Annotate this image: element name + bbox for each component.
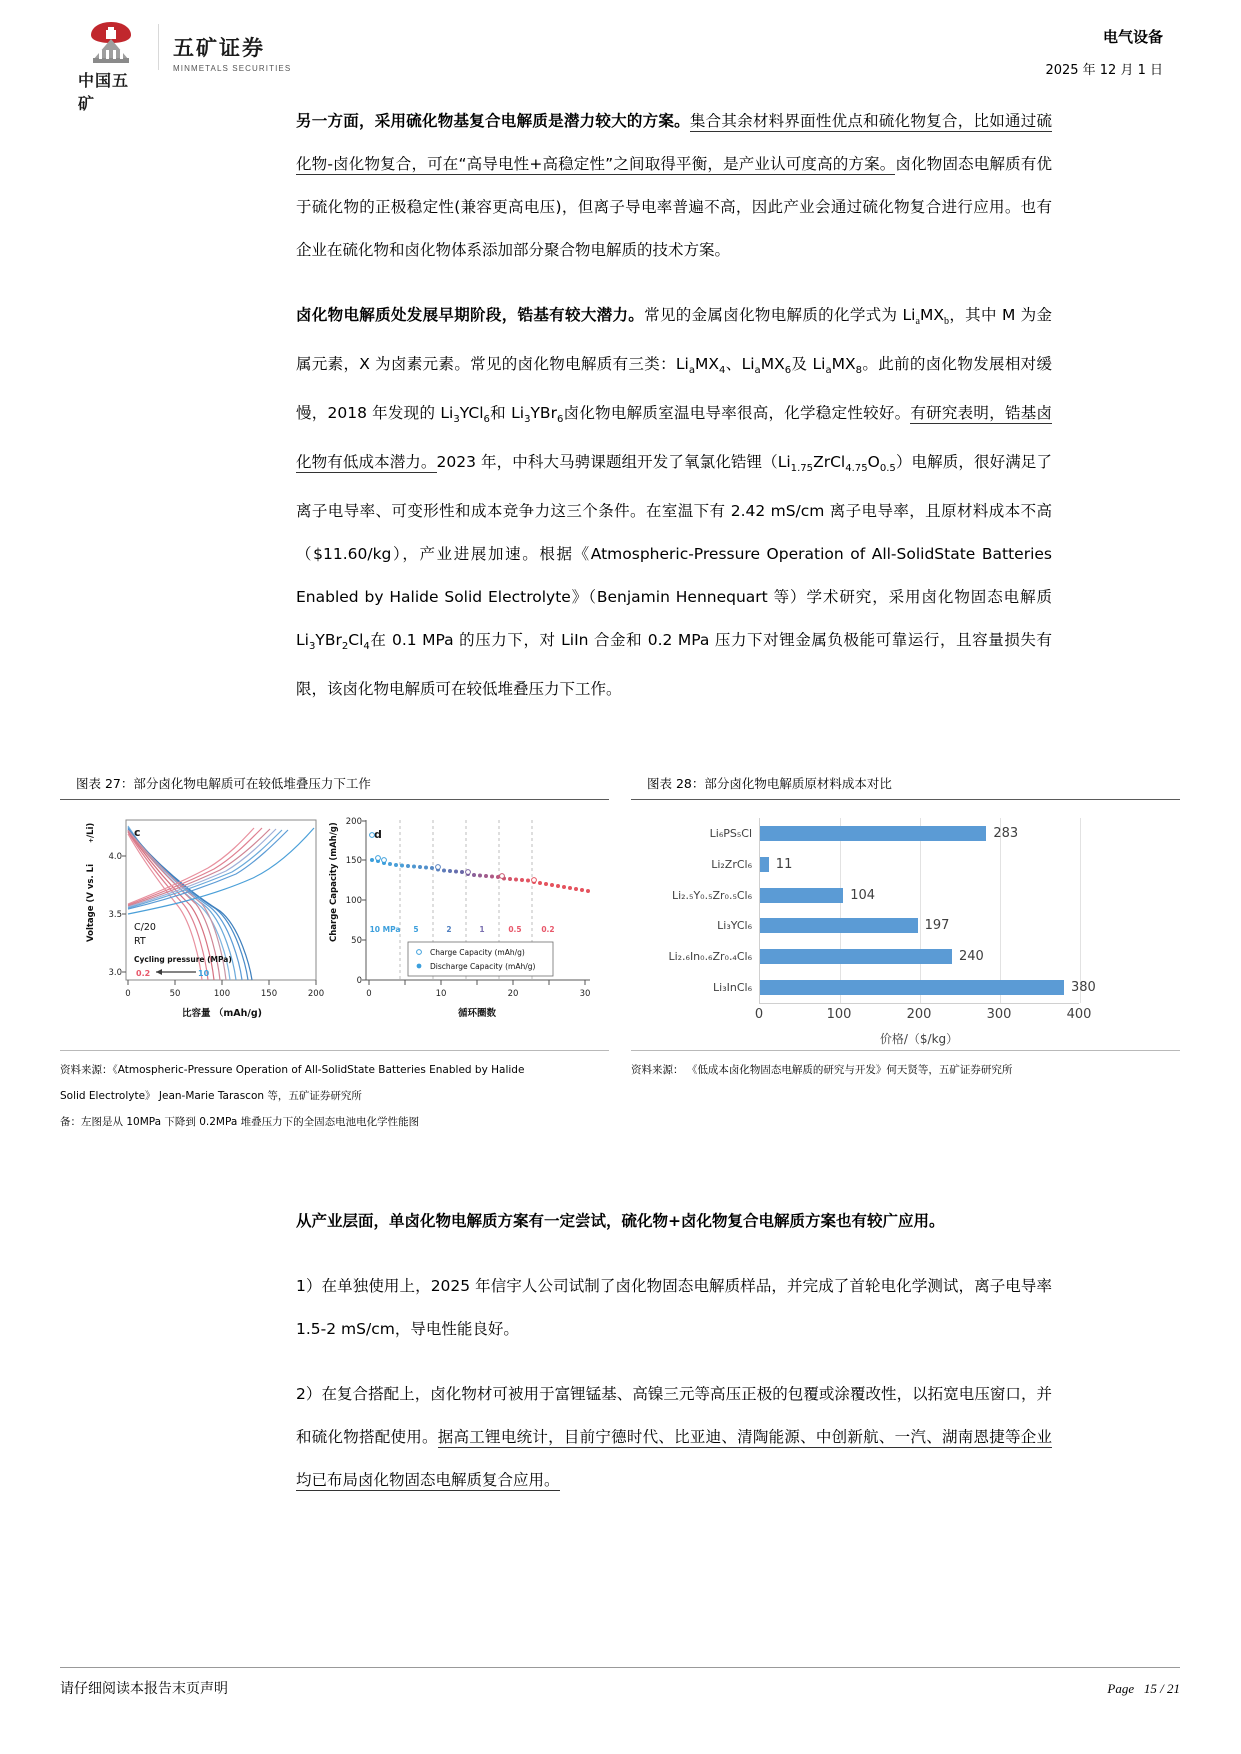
p2-t4: MX <box>695 355 720 374</box>
brand-name-cn: 五矿证券 <box>173 36 265 60</box>
p2-sub-a3: a <box>754 365 761 377</box>
bar-value-label: 380 <box>1071 980 1096 996</box>
bar-category-label: Li₃YCl₆ <box>717 919 752 933</box>
footer-page-word: Page <box>1107 1681 1135 1696</box>
paragraph-5 <box>296 1373 1052 1502</box>
svg-text:10 MPa: 10 MPa <box>369 925 401 934</box>
bar-chart-x-tick-label: 200 <box>906 1007 932 1022</box>
bar-value-label: 11 <box>775 856 793 872</box>
figures-row <box>60 768 1180 1135</box>
svg-text:50: 50 <box>169 989 181 999</box>
emblem-svg <box>85 20 137 66</box>
svg-text:d: d <box>374 828 382 841</box>
svg-text:0.5: 0.5 <box>508 925 522 934</box>
bar-chart-x-tick-label: 400 <box>1066 1007 1092 1022</box>
bar-fill[interactable] <box>760 918 918 933</box>
p2-t14: 2023 年，中科大马骋课题组开发了氧氯化锆锂（Li <box>436 453 791 472</box>
bar-chart-row[interactable] <box>671 880 876 910</box>
p2-sub-05: 0.5 <box>879 463 896 475</box>
paragraph-3 <box>296 1200 1052 1243</box>
panel-d-legend-charge: Charge Capacity (mAh/g) <box>430 948 525 957</box>
p1-underlined: 集合其余材料界面性优点和硫化物复合，比如通过硫化物-卤化物复合，可在“高导电性+高稳定性”之间取得平衡，是产业认可度高的方案。 <box>296 112 1052 173</box>
svg-text:0: 0 <box>366 989 372 999</box>
p2-sub-a: a <box>915 316 920 328</box>
svg-text:10: 10 <box>435 989 447 999</box>
svg-text:+: + <box>88 837 95 843</box>
p2-underlined: 有研究表明，锆基卤化物有低成本潜力。 <box>296 404 1052 472</box>
figure-28-body <box>631 800 1180 1051</box>
bar-value-label: 104 <box>850 887 876 903</box>
p2-sub-3a: 3 <box>453 414 460 426</box>
p2-sub-8: 8 <box>855 365 863 377</box>
p1-rest: 卤化物固态电解质有优于硫化物的正极稳定性(兼容更高电压)，但离子导电率普遍不高，因此产业会通过硫化物复合进行应用。也有企业在硫化物和卤化物体系添加部分聚合物电解质的技术方案。 <box>296 155 1052 259</box>
bar-chart-row[interactable] <box>713 973 1096 1003</box>
svg-text:150: 150 <box>345 856 362 866</box>
p2-t5: 、Li <box>725 355 755 374</box>
p2-sub-b: b <box>943 316 949 328</box>
p2-t9: 。此前的卤化物发展相对缓慢，2018 年发现的 Li <box>296 355 1052 423</box>
panel-d-legend-discharge: Discharge Capacity (mAh/g) <box>430 962 536 971</box>
p2-t10: YCl <box>459 404 484 423</box>
bar-chart-row[interactable] <box>709 818 1019 848</box>
svg-text:0: 0 <box>125 989 131 999</box>
p2-sub-6b: 6 <box>483 414 490 426</box>
bar-category-label: Li₆PS₅Cl <box>709 826 752 840</box>
header-meta <box>1045 26 1163 78</box>
footer-disclaimer: 请仔细阅读本报告末页声明 <box>60 1681 228 1697</box>
p2-sub-4: 4 <box>719 365 726 377</box>
p2-sub-6: 6 <box>784 365 792 377</box>
svg-text:/Li): /Li) <box>86 822 96 838</box>
figure-27-caption: 图表 27：部分卤化物电解质可在较低堆叠压力下工作 <box>60 768 609 800</box>
bar-chart-x-tick-label: 100 <box>826 1007 852 1022</box>
svg-text:50: 50 <box>351 936 362 946</box>
panel-c-legend-title: Cycling pressure (MPa) <box>134 955 232 964</box>
bar-value-label: 197 <box>924 918 950 934</box>
figure-27-body <box>60 800 609 1051</box>
p2-t19: Cl <box>348 631 364 650</box>
p1-lead-bold: 另一方面，采用硫化物基复合电解质是潜力较大的方案。 <box>296 112 690 130</box>
p2-t16: O <box>867 453 880 472</box>
page-footer <box>60 1667 1180 1698</box>
p2-sub-475: 4.75 <box>845 463 868 475</box>
bar-category-label: Li₂.₅Y₀.₅Zr₀.₅Cl₆ <box>671 888 752 902</box>
bar-chart-x-title: 价格/（$/kg） <box>879 1032 959 1046</box>
svg-text:100: 100 <box>345 896 362 906</box>
figure-28-source <box>631 1051 1180 1083</box>
svg-text:4.0: 4.0 <box>108 852 122 862</box>
page-header <box>0 0 1241 113</box>
figure-27-source <box>60 1051 609 1135</box>
figure-27-source-line3: 备：左图是从 10MPa 下降到 0.2MPa 堆叠压力下的全固态电池电化学性能图 <box>60 1116 420 1128</box>
panel-d-discharge-points <box>370 858 590 893</box>
p2-lead-bold: 卤化物电解质处发展早期阶段，锆基有较大潜力。 <box>296 306 645 324</box>
p2-t7: 及 Li <box>791 355 826 374</box>
panel-d-xlabel: 循环圈数 <box>457 1008 497 1019</box>
svg-text:200: 200 <box>307 989 325 999</box>
p3-bold: 从产业层面，单卤化物电解质方案有一定尝试，硫化物+卤化物复合电解质方案也有较广应用。 <box>296 1212 945 1230</box>
figure-27-source-line1: 资料来源：《Atmospheric-Pressure Operation of All-SolidState Batteries Enabled by Halide <box>60 1064 525 1076</box>
minmetals-emblem-icon <box>78 20 144 114</box>
p2-sub-a2: a <box>688 365 696 377</box>
bar-chart-x-axis <box>759 1003 1079 1004</box>
figure-28-source-line1: 资料来源： 《低成本卤化物固态电解质的研究与开发》何天贤等，五矿证券研究所 <box>631 1064 1013 1076</box>
paragraph-1 <box>296 100 1052 272</box>
p2-t3: ，其中 M 为金属元素，X 为卤素元素。常见的卤化物电解质有三类：Li <box>296 306 1052 374</box>
p2-t20: 在 0.1 MPa 的压力下，对 LiIn 合金和 0.2 MPa 压力下对锂金属负极能可靠运行，且容量损失有限，该卤化物电解质可在较低堆叠压力下工作。 <box>296 631 1052 699</box>
p2-t11: 和 Li <box>489 404 525 423</box>
bar-fill[interactable] <box>760 857 769 872</box>
p4-text: 1）在单独使用上，2025 年信宇人公司试制了卤化物固态电解质样品，并完成了首轮电化学测试，离子电导率 1.5-2 mS/cm，导电性能良好。 <box>296 1277 1052 1338</box>
bar-chart-row[interactable] <box>717 911 950 941</box>
bar-category-label: Li₂ZrCl₆ <box>711 857 752 871</box>
p2-sub-3b: 3 <box>524 414 531 426</box>
svg-text:0.2: 0.2 <box>541 925 555 934</box>
figure-27-chart <box>78 812 598 1042</box>
figure-27-source-line2: Solid Electrolyte》 Jean-Marie Tarascon 等，五矿证券研究所 <box>60 1090 362 1102</box>
svg-text:5: 5 <box>413 925 419 934</box>
svg-text:3.0: 3.0 <box>108 968 122 978</box>
panel-c-legend-high: 10 <box>198 969 210 978</box>
report-date: 2025 年 12 月 1 日 <box>1045 63 1163 78</box>
p2-sub-175: 1.75 <box>790 463 814 475</box>
logo-cn-text: 中国五矿 <box>78 71 130 113</box>
p2-sub-a4: a <box>825 365 832 377</box>
p2-t1: 常见的金属卤化物电解质的化学式为 Li <box>644 306 916 324</box>
p2-t15: ZrCl <box>813 453 846 472</box>
p5-text: 2）在复合搭配上，卤化物材可被用于富锂锰基、高镍三元等高压正极的包覆或涂覆改性，以拓宽电压窗口，并和硫化物搭配使用。 <box>296 1385 1052 1446</box>
svg-text:2: 2 <box>446 925 452 934</box>
bar-value-label: 283 <box>993 825 1019 841</box>
figure-28-chart <box>631 808 1180 1048</box>
bar-chart-plot-area <box>668 818 1096 1003</box>
bar-value-label: 240 <box>959 949 984 965</box>
body-text-upper <box>296 100 1052 733</box>
svg-text:20: 20 <box>507 989 519 999</box>
svg-text:Voltage (V vs. Li: Voltage (V vs. Li <box>86 863 96 942</box>
figure-28 <box>631 768 1180 1135</box>
p2-t2: MX <box>919 306 944 324</box>
p2-t12: YBr <box>530 404 557 423</box>
svg-text:30: 30 <box>579 989 591 999</box>
p2-sub-4b: 4 <box>363 641 370 653</box>
svg-text:Charge Capacity (mAh/g): Charge Capacity (mAh/g) <box>329 822 339 942</box>
brand-name-en: MINMETALS SECURITIES <box>173 64 292 73</box>
svg-text:1: 1 <box>479 925 485 934</box>
bar-category-label: Li₂.₆In₀.₆Zr₀.₄Cl₆ <box>668 950 752 964</box>
panel-c-rate: C/20 <box>134 922 156 933</box>
bar-chart-x-tick-label: 0 <box>754 1007 764 1022</box>
logo-divider <box>158 24 159 70</box>
panel-d-charge-points <box>370 833 537 883</box>
svg-text:100: 100 <box>213 989 231 999</box>
svg-text:c: c <box>134 826 141 839</box>
bar-fill[interactable] <box>760 980 1064 995</box>
svg-text:0: 0 <box>356 976 362 986</box>
figure-27 <box>60 768 609 1135</box>
bar-chart-row[interactable] <box>668 942 984 972</box>
svg-text:200: 200 <box>345 817 362 827</box>
bar-fill[interactable] <box>760 949 952 964</box>
p2-t13: 卤化物电解质室温电导率很高，化学稳定性较好。 <box>563 404 911 423</box>
footer-page-number: 15 / 21 <box>1143 1681 1180 1696</box>
p2-t17: ）电解质，很好满足了离子电导率、可变形性和成本竞争力这三个条件。在室温下有 2.42 mS/cm 离子电导率，且原材料成本不高（$11.60/kg），产业进展加速。根据《Atmospheric-Pressure Operation of All-SolidState Batteries Enabled by Halide Solid Electrolyte》（Benjamin Hennequart 等）学术研究，采用卤化物固态电解质 Li <box>296 453 1052 650</box>
figures-block <box>60 768 1180 1135</box>
bar-category-label: Li₃InCl₆ <box>713 981 752 995</box>
brand-logo <box>78 20 291 114</box>
footer-pagination <box>1107 1681 1180 1697</box>
paragraph-2 <box>296 294 1052 711</box>
bar-chart-x-tick-label: 300 <box>986 1007 1012 1022</box>
svg-text:150: 150 <box>260 989 278 999</box>
figure-27-svg <box>78 812 598 1040</box>
figure-28-caption: 图表 28：部分卤化物电解质原材料成本对比 <box>631 768 1180 800</box>
p5-underlined: 据高工锂电统计，目前宁德时代、比亚迪、清陶能源、中创新航、一汽、湖南恩捷等企业均已布局卤化物固态电解质复合应用。 <box>296 1428 1052 1489</box>
panel-c-legend-low: 0.2 <box>136 969 151 978</box>
bar-fill[interactable] <box>760 888 843 903</box>
brand-name <box>173 20 291 73</box>
paragraph-4 <box>296 1265 1052 1351</box>
p2-sub-2: 2 <box>341 641 349 653</box>
bar-chart-row[interactable] <box>711 849 793 879</box>
bar-fill[interactable] <box>760 826 986 841</box>
panel-c-temp: RT <box>134 936 146 947</box>
body-text-lower <box>296 1200 1052 1524</box>
svg-text:3.5: 3.5 <box>108 910 122 920</box>
panel-c-xlabel: 比容量 （mAh/g) <box>182 1008 262 1019</box>
p2-sub-3c: 3 <box>308 641 316 653</box>
p2-t8: MX <box>831 355 856 374</box>
p2-t18: YBr <box>315 631 342 650</box>
p2-t6: MX <box>760 355 785 374</box>
p2-sub-6c: 6 <box>556 414 564 426</box>
report-sector-title: 电气设备 <box>1102 28 1163 46</box>
